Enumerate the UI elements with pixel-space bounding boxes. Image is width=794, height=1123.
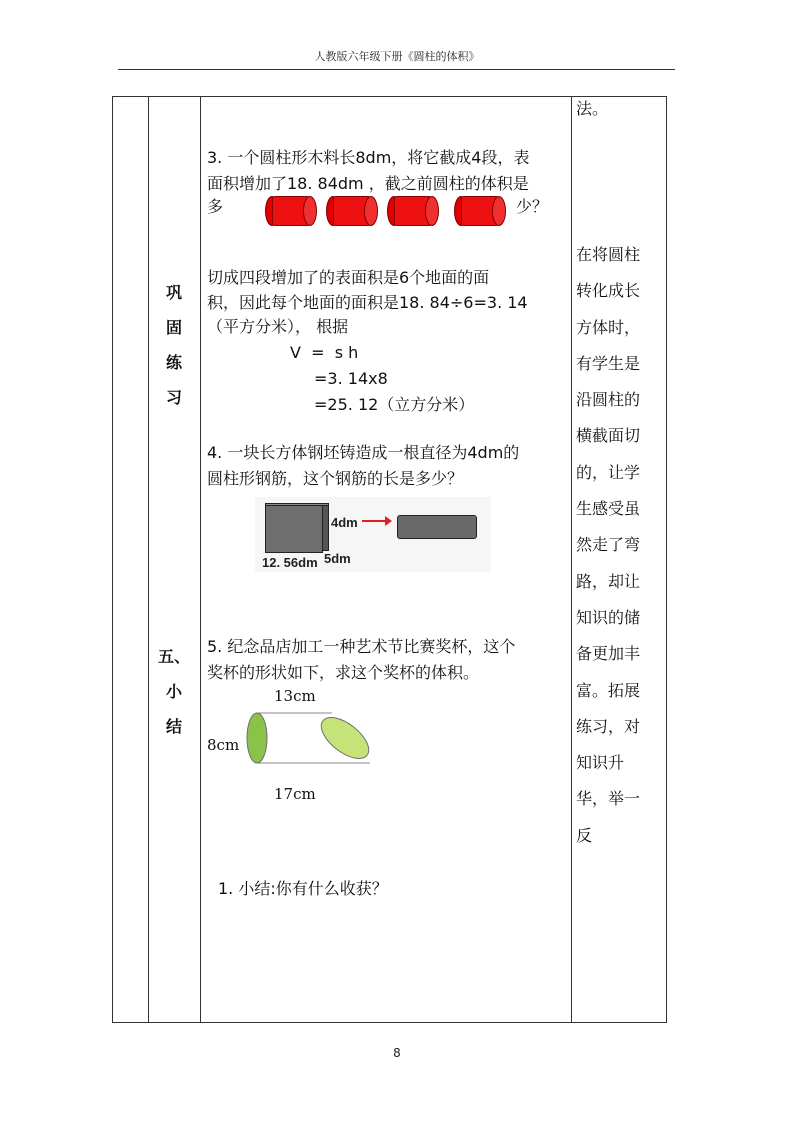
formula-line-2: =3. 14x8 xyxy=(314,369,388,388)
document-header: 人教版六年级下册《圆柱的体积》 xyxy=(314,50,480,63)
problem-5-line-1: 5. 纪念品店加工一种艺术节比赛奖杯，这个 xyxy=(207,637,516,656)
problem-5-line-2: 奖杯的形状如下，求这个奖杯的体积。 xyxy=(207,663,480,682)
cylinder-piece-icon xyxy=(269,196,315,226)
note-line: 知识的储 xyxy=(576,607,641,627)
note-line: 有学生是 xyxy=(576,353,641,373)
problem-3-line-3-start: 多 xyxy=(207,197,224,216)
notes-top: 法。 xyxy=(576,99,609,118)
note-line: 华，举一 xyxy=(576,789,641,809)
section-char: 巩 xyxy=(165,283,182,302)
note-line: 路，却让 xyxy=(576,571,641,591)
note-line: 知识升 xyxy=(576,753,625,773)
problem-3-line-1: 3. 一个圆柱形木料长8dm，将它截成4段，表 xyxy=(207,148,530,167)
problem-4-line-2: 圆柱形钢筋，这个钢筋的长是多少？ xyxy=(207,469,464,488)
diameter-label: 8cm xyxy=(207,736,240,754)
section-char: 小 xyxy=(165,682,182,701)
note-line: 备更加丰 xyxy=(576,644,641,664)
header-rule xyxy=(118,69,675,70)
solution-line-2: 积，因此每个地面的面积是18. 84÷6=3. 14 xyxy=(207,293,528,312)
steel-rod-icon xyxy=(397,515,477,539)
cuboid-icon xyxy=(265,505,323,553)
formula-line-3: =25. 12（立方分米） xyxy=(314,395,475,414)
note-line: 转化成长 xyxy=(576,281,641,301)
solution-line-3: （平方分米）， 根据 xyxy=(207,317,349,336)
summary-question: 1. 小结:你有什么收获？ xyxy=(218,879,388,898)
diameter-label: 4dm xyxy=(331,515,358,530)
section-char: 五、 xyxy=(157,647,190,666)
height-label: 5dm xyxy=(324,551,351,566)
teaching-notes xyxy=(576,237,666,854)
cylinder-piece-icon xyxy=(330,196,376,226)
table-divider-1 xyxy=(148,96,149,1022)
note-line: 然走了弯 xyxy=(576,535,641,555)
formula-line-1: V = s h xyxy=(290,343,359,362)
section-char: 结 xyxy=(165,717,182,736)
cuboid-side xyxy=(322,505,329,551)
cylinder-piece-icon xyxy=(458,196,504,226)
note-line: 横截面切 xyxy=(576,426,641,446)
problem-3-line-3-end: 少？ xyxy=(516,197,549,216)
cylinder-piece-icon xyxy=(391,196,437,226)
page-number: 8 xyxy=(393,1046,401,1060)
note-line: 富。拓展 xyxy=(576,680,641,700)
table-divider-3 xyxy=(571,96,572,1022)
note-line: 方体时， xyxy=(576,317,641,337)
width-label: 12. 56dm xyxy=(262,555,318,570)
note-line: 沿圆柱的 xyxy=(576,390,641,410)
solution-line-1: 切成四段增加了的表面积是6个地面的面 xyxy=(207,268,490,287)
problem-4-line-1: 4. 一块长方体钢坯铸造成一根直径为4dm的 xyxy=(207,443,520,462)
problem-3-line-2: 面积增加了18. 84dm ，截之前圆柱的体积是 xyxy=(207,174,529,193)
section-char: 练 xyxy=(165,353,182,372)
table-bottom-border xyxy=(112,1022,667,1023)
note-line: 的，让学 xyxy=(576,462,641,482)
section-char: 固 xyxy=(165,318,182,337)
note-line: 在将圆柱 xyxy=(576,245,641,264)
table-border-right xyxy=(666,96,667,1022)
note-line: 练习，对 xyxy=(576,716,641,736)
note-line: 生感受虽 xyxy=(576,499,641,519)
note-line: 反 xyxy=(576,825,593,845)
bottom-length-label: 17cm xyxy=(274,785,316,803)
table-border-left xyxy=(112,96,113,1022)
top-length-label: 13cm xyxy=(274,687,316,705)
oblique-cylinder-icon xyxy=(240,706,380,768)
arrow-right-icon xyxy=(362,520,390,522)
section-char: 习 xyxy=(165,388,182,407)
table-divider-2 xyxy=(200,96,201,1022)
